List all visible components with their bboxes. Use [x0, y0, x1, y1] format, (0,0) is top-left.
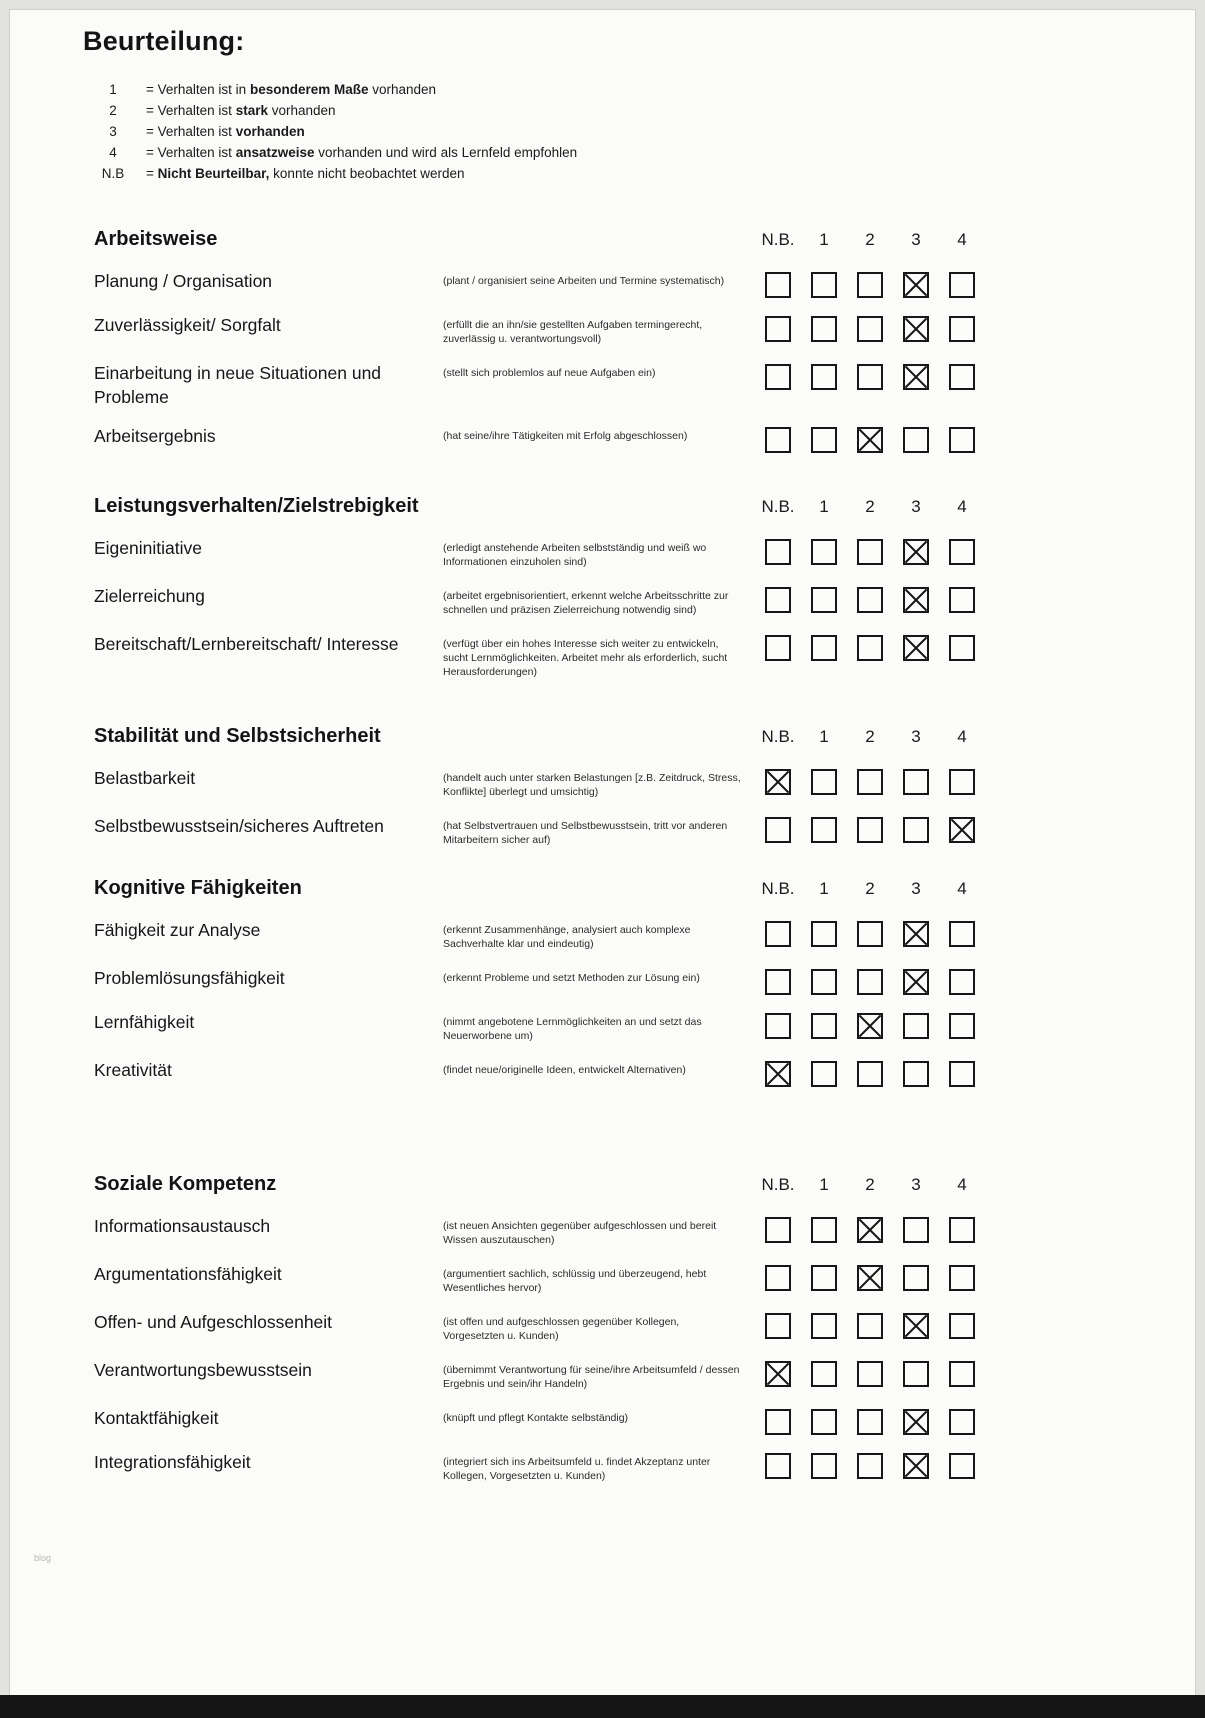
checkbox-nb[interactable] [765, 635, 791, 661]
checkbox-group [765, 1217, 975, 1243]
legend-text: = Verhalten ist in besonderem Maße vorhanden [146, 82, 437, 97]
checkbox-3[interactable] [903, 969, 929, 995]
checkbox-group [765, 1313, 975, 1339]
criteria-description: (arbeitet ergebnisorientiert, erkennt welche Arbeitsschritte zur schnellen und präzisen Zielerreichung notwendig sind) [443, 590, 729, 616]
legend-row [94, 100, 1195, 121]
column-label-3: 3 [911, 230, 921, 249]
section [94, 228, 1195, 453]
checkbox-2[interactable] [857, 1013, 883, 1039]
form-content [10, 10, 1195, 1483]
checkbox-4[interactable] [949, 769, 975, 795]
column-label-3: 3 [911, 727, 921, 746]
column-headers [761, 879, 975, 899]
criteria-description: (erfüllt die an ihn/sie gestellten Aufgaben termingerecht, zuverlässig u. verantwortungsvoll) [443, 319, 703, 345]
checkbox-2[interactable] [857, 1313, 883, 1339]
criteria-row [94, 1358, 1195, 1391]
criteria-description: (übernimmt Verantwortung für seine/ihre Arbeitsumfeld / dessen Ergebnis und sein/ihr Handeln) [443, 1364, 740, 1390]
checkbox-group [765, 635, 975, 661]
section-title: Arbeitsweise [94, 228, 218, 250]
criteria-description: (erledigt anstehende Arbeiten selbstständig und weiß wo Informationen einzuholen sind) [443, 542, 707, 568]
criteria-label: Kreativität [94, 1060, 172, 1080]
criteria-row [94, 1058, 1195, 1087]
checkbox-2[interactable] [857, 921, 883, 947]
checkbox-1[interactable] [811, 921, 837, 947]
column-label-nb: N.B. [761, 727, 795, 746]
checkbox-1[interactable] [811, 1217, 837, 1243]
checkbox-4[interactable] [949, 427, 975, 453]
checkbox-3[interactable] [903, 1265, 929, 1291]
checkbox-3[interactable] [903, 817, 929, 843]
criteria-row [94, 313, 1195, 346]
checkbox-nb[interactable] [765, 316, 791, 342]
checkbox-1[interactable] [811, 364, 837, 390]
checkbox-nb[interactable] [765, 1313, 791, 1339]
criteria-row [94, 1010, 1195, 1043]
criteria-label: Offen- und Aufgeschlossenheit [94, 1312, 333, 1332]
legend-row [94, 163, 1195, 184]
criteria-label: Verantwortungsbewusstsein [94, 1360, 312, 1380]
criteria-row [94, 1310, 1195, 1343]
column-headers [761, 497, 975, 517]
criteria-description: (erkennt Zusammenhänge, analysiert auch komplexe Sachverhalte klar und eindeutig) [443, 924, 691, 950]
checkbox-group [765, 1409, 975, 1435]
criteria-description: (knüpft und pflegt Kontakte selbständig) [443, 1412, 629, 1424]
checkbox-4[interactable] [949, 316, 975, 342]
criteria-description: (hat Selbstvertrauen und Selbstbewusstsein, tritt vor anderen Mitarbeitern sicher auf) [443, 820, 728, 846]
legend-row [94, 79, 1195, 100]
checkbox-1[interactable] [811, 539, 837, 565]
checkbox-1[interactable] [811, 969, 837, 995]
checkbox-2[interactable] [857, 1453, 883, 1479]
checkbox-3[interactable] [903, 1313, 929, 1339]
column-label-4: 4 [957, 230, 967, 249]
column-label-2: 2 [865, 230, 875, 249]
checkbox-1[interactable] [811, 1265, 837, 1291]
criteria-description: (integriert sich ins Arbeitsumfeld u. findet Akzeptanz unter Kollegen, Vorgesetzten u. Kunden) [443, 1456, 711, 1482]
column-label-3: 3 [911, 1175, 921, 1194]
column-headers [761, 230, 975, 250]
checkbox-1[interactable] [811, 1061, 837, 1087]
section-header [94, 725, 1195, 748]
section-header [94, 1173, 1195, 1196]
checkbox-3[interactable] [903, 921, 929, 947]
checkbox-4[interactable] [949, 1217, 975, 1243]
checkbox-3[interactable] [903, 316, 929, 342]
criteria-description: (findet neue/originelle Ideen, entwickelt Alternativen) [443, 1064, 686, 1076]
section [94, 725, 1195, 847]
criteria-description: (plant / organisiert seine Arbeiten und Termine systematisch) [443, 275, 725, 287]
column-headers [761, 727, 975, 747]
column-label-nb: N.B. [761, 1175, 795, 1194]
criteria-description: (stellt sich problemlos auf neue Aufgaben ein) [443, 367, 656, 379]
checkbox-1[interactable] [811, 316, 837, 342]
checkbox-2[interactable] [857, 1061, 883, 1087]
checkbox-group [765, 1013, 975, 1039]
checkbox-1[interactable] [811, 769, 837, 795]
section-title: Kognitive Fähigkeiten [94, 877, 302, 899]
checkbox-2[interactable] [857, 427, 883, 453]
checkbox-4[interactable] [949, 587, 975, 613]
criteria-label: Problemlösungsfähigkeit [94, 968, 285, 988]
criteria-label: Argumentationsfähigkeit [94, 1264, 282, 1284]
criteria-description: (nimmt angebotene Lernmöglichkeiten an und setzt das Neuerworbene um) [443, 1016, 702, 1042]
checkbox-2[interactable] [857, 272, 883, 298]
checkbox-nb[interactable] [765, 364, 791, 390]
checkbox-1[interactable] [811, 587, 837, 613]
checkbox-group [765, 769, 975, 795]
criteria-row [94, 269, 1195, 298]
checkbox-nb[interactable] [765, 1265, 791, 1291]
legend-key: 1 [109, 82, 117, 97]
column-label-3: 3 [911, 879, 921, 898]
criteria-row [94, 814, 1195, 847]
checkbox-group [765, 587, 975, 613]
section-header [94, 877, 1195, 900]
checkbox-4[interactable] [949, 1265, 975, 1291]
criteria-label: Lernfähigkeit [94, 1012, 195, 1032]
legend-key: 3 [109, 124, 117, 139]
checkbox-1[interactable] [811, 1313, 837, 1339]
checkbox-2[interactable] [857, 364, 883, 390]
checkbox-2[interactable] [857, 969, 883, 995]
checkbox-1[interactable] [811, 635, 837, 661]
checkbox-nb[interactable] [765, 1061, 791, 1087]
checkbox-2[interactable] [857, 316, 883, 342]
checkbox-4[interactable] [949, 272, 975, 298]
checkbox-group [765, 921, 975, 947]
legend-text: = Nicht Beurteilbar, konnte nicht beobachtet werden [146, 166, 465, 181]
sections [94, 228, 1195, 1483]
scan-bottom-bar [0, 1695, 1205, 1718]
checkbox-3[interactable] [903, 272, 929, 298]
section-header [94, 228, 1195, 251]
criteria-label: Planung / Organisation [94, 271, 273, 291]
legend-key: N.B [101, 166, 125, 181]
checkbox-nb[interactable] [765, 817, 791, 843]
checkbox-3[interactable] [903, 1061, 929, 1087]
column-label-4: 4 [957, 727, 967, 746]
checkbox-3[interactable] [903, 1453, 929, 1479]
checkbox-2[interactable] [857, 1409, 883, 1435]
checkbox-nb[interactable] [765, 769, 791, 795]
checkbox-group [765, 817, 975, 843]
legend-text: = Verhalten ist ansatzweise vorhanden und wird als Lernfeld empfohlen [146, 145, 578, 160]
criteria-row [94, 424, 1195, 453]
legend [94, 79, 1195, 184]
criteria-label: Belastbarkeit [94, 768, 196, 788]
column-label-2: 2 [865, 1175, 875, 1194]
checkbox-group [765, 1361, 975, 1387]
checkbox-4[interactable] [949, 1361, 975, 1387]
legend-bold-term: stark [235, 103, 268, 118]
column-label-1: 1 [819, 497, 829, 516]
checkbox-2[interactable] [857, 1265, 883, 1291]
checkbox-group [765, 364, 975, 390]
column-label-4: 4 [957, 879, 967, 898]
legend-key: 2 [109, 103, 117, 118]
criteria-row [94, 584, 1195, 617]
criteria-label: Eigeninitiative [94, 538, 202, 558]
criteria-label: Einarbeitung in neue Situationen und Probleme [94, 363, 382, 407]
column-label-1: 1 [819, 727, 829, 746]
column-label-1: 1 [819, 230, 829, 249]
checkbox-3[interactable] [903, 539, 929, 565]
criteria-description: (hat seine/ihre Tätigkeiten mit Erfolg abgeschlossen) [443, 430, 688, 442]
column-label-1: 1 [819, 879, 829, 898]
column-label-4: 4 [957, 1175, 967, 1194]
checkbox-3[interactable] [903, 1013, 929, 1039]
checkbox-nb[interactable] [765, 1217, 791, 1243]
criteria-label: Integrationsfähigkeit [94, 1452, 251, 1472]
legend-bold-term: vorhanden [235, 124, 305, 139]
checkbox-4[interactable] [949, 1313, 975, 1339]
column-label-nb: N.B. [761, 497, 795, 516]
column-label-nb: N.B. [761, 230, 795, 249]
legend-text: = Verhalten ist stark vorhanden [146, 103, 336, 118]
section [94, 877, 1195, 1087]
legend-row [94, 121, 1195, 142]
criteria-row [94, 966, 1195, 995]
criteria-row [94, 536, 1195, 569]
checkbox-nb[interactable] [765, 587, 791, 613]
column-label-3: 3 [911, 497, 921, 516]
legend-text: = Verhalten ist vorhanden [146, 124, 305, 139]
section [94, 495, 1195, 679]
legend-bold-term: besonderem Maße [249, 82, 369, 97]
checkbox-nb[interactable] [765, 427, 791, 453]
criteria-description: (ist neuen Ansichten gegenüber aufgeschlossen und bereit Wissen auszutauschen) [443, 1220, 717, 1246]
checkbox-4[interactable] [949, 1013, 975, 1039]
checkbox-group [765, 539, 975, 565]
page-title: Beurteilung: [83, 26, 245, 56]
criteria-row [94, 1262, 1195, 1295]
checkbox-group [765, 969, 975, 995]
column-label-1: 1 [819, 1175, 829, 1194]
checkbox-nb[interactable] [765, 969, 791, 995]
column-label-nb: N.B. [761, 879, 795, 898]
checkbox-3[interactable] [903, 427, 929, 453]
checkbox-2[interactable] [857, 635, 883, 661]
checkbox-1[interactable] [811, 1361, 837, 1387]
criteria-row [94, 1450, 1195, 1483]
checkbox-3[interactable] [903, 1217, 929, 1243]
checkbox-4[interactable] [949, 364, 975, 390]
criteria-label: Bereitschaft/Lernbereitschaft/ Interesse [94, 634, 399, 654]
criteria-description: (erkennt Probleme und setzt Methoden zur Lösung ein) [443, 972, 700, 984]
criteria-description: (verfügt über ein hohes Interesse sich weiter zu entwickeln, sucht Lernmöglichkeiten. Arbeitet mehr als erforderlich, sucht Herausforderungen) [443, 638, 728, 678]
checkbox-4[interactable] [949, 817, 975, 843]
checkbox-3[interactable] [903, 1409, 929, 1435]
column-label-2: 2 [865, 497, 875, 516]
checkbox-3[interactable] [903, 364, 929, 390]
column-headers [761, 1175, 975, 1195]
checkbox-group [765, 272, 975, 298]
checkbox-3[interactable] [903, 635, 929, 661]
checkbox-nb[interactable] [765, 921, 791, 947]
criteria-row [94, 1214, 1195, 1247]
checkbox-group [765, 1061, 975, 1087]
legend-bold-term: Nicht Beurteilbar, [157, 166, 270, 181]
checkbox-1[interactable] [811, 272, 837, 298]
column-label-2: 2 [865, 879, 875, 898]
checkbox-4[interactable] [949, 1061, 975, 1087]
section [94, 1173, 1195, 1483]
checkbox-3[interactable] [903, 587, 929, 613]
section-header [94, 495, 1195, 518]
criteria-description: (argumentiert sachlich, schlüssig und überzeugend, hebt Wesentliches hervor) [443, 1268, 707, 1294]
legend-row [94, 142, 1195, 163]
checkbox-3[interactable] [903, 1361, 929, 1387]
legend-key: 4 [109, 145, 117, 160]
checkbox-nb[interactable] [765, 539, 791, 565]
form-page [9, 9, 1196, 1709]
legend-bold-term: ansatzweise [235, 145, 315, 160]
checkbox-4[interactable] [949, 635, 975, 661]
column-label-2: 2 [865, 727, 875, 746]
checkbox-nb[interactable] [765, 1409, 791, 1435]
checkbox-nb[interactable] [765, 272, 791, 298]
checkbox-2[interactable] [857, 1217, 883, 1243]
criteria-label: Informationsaustausch [94, 1216, 271, 1236]
criteria-label: Zuverlässigkeit/ Sorgfalt [94, 315, 281, 335]
checkbox-1[interactable] [811, 427, 837, 453]
checkbox-2[interactable] [857, 539, 883, 565]
criteria-row [94, 918, 1195, 951]
checkbox-2[interactable] [857, 769, 883, 795]
checkbox-1[interactable] [811, 1409, 837, 1435]
checkbox-1[interactable] [811, 1013, 837, 1039]
checkbox-nb[interactable] [765, 1453, 791, 1479]
checkbox-2[interactable] [857, 1361, 883, 1387]
checkbox-2[interactable] [857, 817, 883, 843]
criteria-label: Zielerreichung [94, 586, 205, 606]
criteria-label: Selbstbewusstsein/sicheres Auftreten [94, 816, 384, 836]
checkbox-4[interactable] [949, 921, 975, 947]
checkbox-group [765, 1265, 975, 1291]
watermark: blog [34, 1553, 52, 1563]
checkbox-4[interactable] [949, 1453, 975, 1479]
criteria-row [94, 361, 1195, 409]
criteria-row [94, 766, 1195, 799]
checkbox-group [765, 316, 975, 342]
criteria-row [94, 632, 1195, 679]
criteria-label: Kontaktfähigkeit [94, 1408, 219, 1428]
section-title: Leistungsverhalten/Zielstrebigkeit [94, 495, 419, 517]
checkbox-4[interactable] [949, 969, 975, 995]
checkbox-4[interactable] [949, 539, 975, 565]
checkbox-1[interactable] [811, 817, 837, 843]
criteria-row [94, 1406, 1195, 1435]
checkbox-2[interactable] [857, 587, 883, 613]
checkbox-nb[interactable] [765, 1361, 791, 1387]
section-title: Stabilität und Selbstsicherheit [94, 725, 381, 747]
checkbox-1[interactable] [811, 1453, 837, 1479]
criteria-label: Fähigkeit zur Analyse [94, 920, 261, 940]
checkbox-4[interactable] [949, 1409, 975, 1435]
criteria-description: (handelt auch unter starken Belastungen [z.B. Zeitdruck, Stress, Konflikte] überlegt und umsichtig) [443, 772, 741, 798]
criteria-description: (ist offen und aufgeschlossen gegenüber Kollegen, Vorgesetzten u. Kunden) [443, 1316, 680, 1342]
section-title: Soziale Kompetenz [94, 1173, 277, 1195]
criteria-label: Arbeitsergebnis [94, 426, 216, 446]
checkbox-nb[interactable] [765, 1013, 791, 1039]
checkbox-group [765, 427, 975, 453]
column-label-4: 4 [957, 497, 967, 516]
checkbox-3[interactable] [903, 769, 929, 795]
checkbox-group [765, 1453, 975, 1479]
